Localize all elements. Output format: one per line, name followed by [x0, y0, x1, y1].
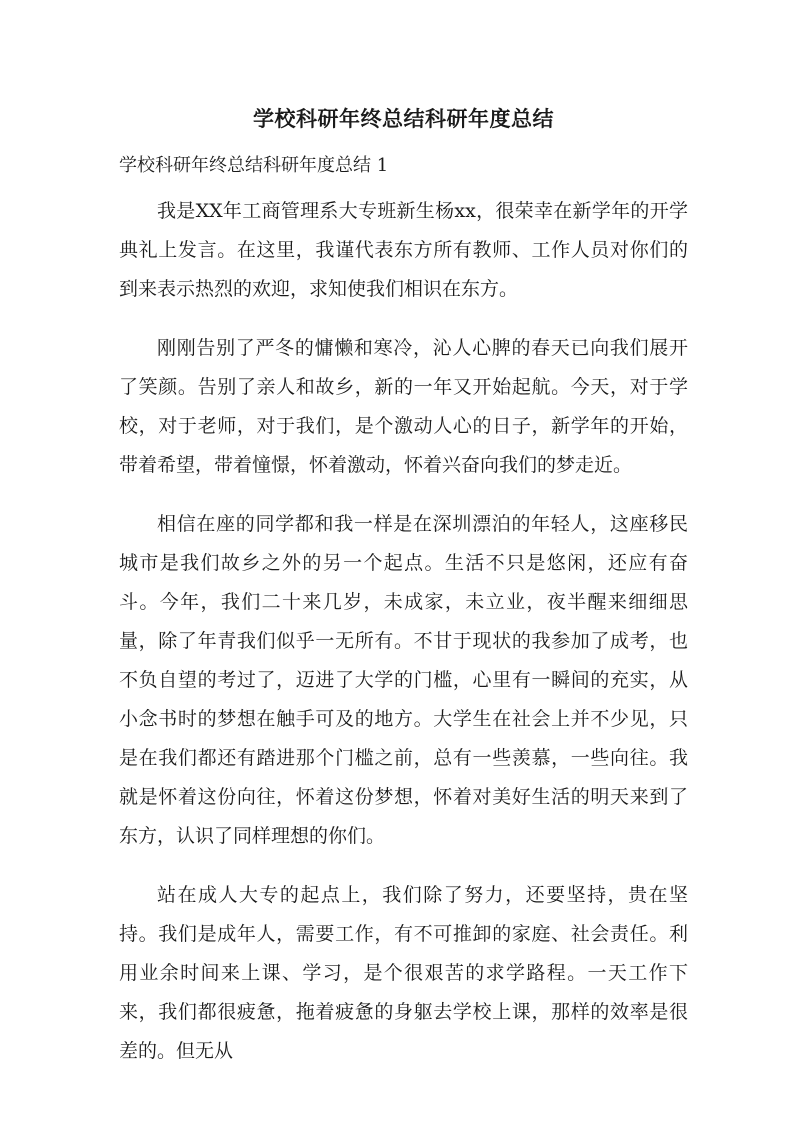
paragraph-4: 站在成人大专的起点上，我们除了努力，还要坚持，贵在坚持。我们是成年人，需要工作，有不可推卸的家庭、社会责任。利用业余时间来上课、学习，是个很艰苦的求学路程。一天工作下来，我们都很疲惫，拖着疲惫的身躯去学校上课，那样的效率是很差的。但无从: [119, 884, 688, 1062]
document-subtitle: 学校科研年终总结科研年度总结 1: [119, 155, 389, 176]
paragraph-1: 我是XX年工商管理系大专班新生杨xx，很荣幸在新学年的开学典礼上发言。在这里，我谨代表东方所有教师、工作人员对你们的到来表示热烈的欢迎，求知使我们相识在东方。: [119, 200, 688, 300]
paragraph-3: 相信在座的同学都和我一样是在深圳漂泊的年轻人，这座移民城市是我们故乡之外的另一个起点。生活不只是悠闲，还应有奋斗。今年，我们二十来几岁，未成家，未立业，夜半醒来细细思量，除了年青我们似乎一无所有。不甘于现状的我参加了成考，也不负自望的考过了，迈进了大学的门槛，心里有一瞬间的充实，从小念书时的梦想在触手可及的地方。大学生在社会上并不少见，只是在我们都还有踏进那个门槛之前，总有一些羡慕，一些向往。我就是怀着这份向往，怀着这份梦想，怀着对美好生活的明天来到了东方，认识了同样理想的你们。: [119, 513, 688, 847]
paragraph-2: 刚刚告别了严冬的慵懒和寒冷，沁人心脾的春天已向我们展开了笑颜。告别了亲人和故乡，新的一年又开始起航。今天，对于学校，对于老师，对于我们，是个激动人心的日子，新学年的开始，带着希望，带着憧憬，怀着激动，怀着兴奋向我们的梦走近。: [119, 337, 688, 476]
document-title: 学校科研年终总结科研年度总结: [253, 106, 554, 131]
